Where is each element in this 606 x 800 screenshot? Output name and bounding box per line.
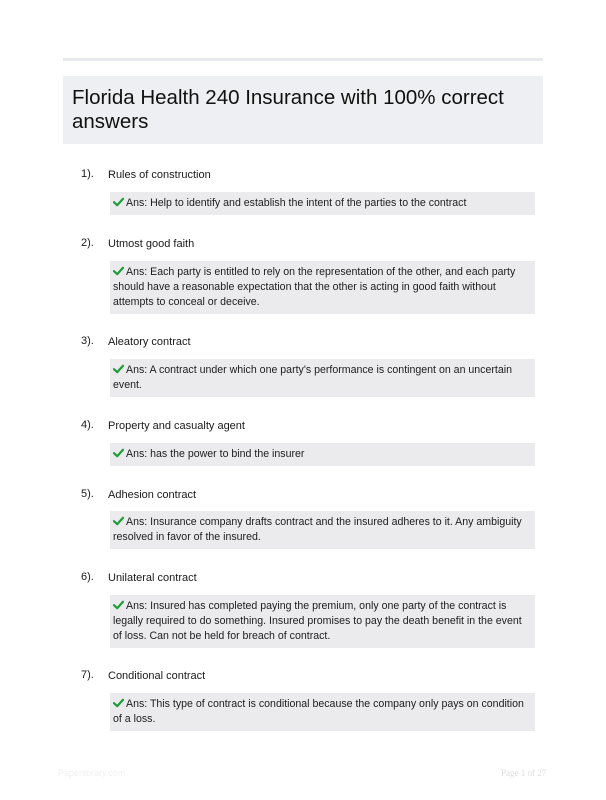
top-divider [63,58,543,61]
question-text: Utmost good faith [108,238,195,250]
answer-box [110,511,535,549]
question-text: Aleatory contract [108,336,191,348]
question-number: 6). [81,571,94,583]
question-number: 3). [81,335,94,347]
answer-box [110,595,535,648]
question-number: 4). [81,419,94,431]
check-icon [113,516,124,526]
check-icon [113,448,124,458]
answer-box [110,693,535,731]
answer-text: Ans: Insurance company drafts contract and the insured adheres to it. Any ambiguity resolved in favor of the insured. [113,516,522,543]
question-text: Rules of construction [108,169,211,181]
answer-text: Ans: has the power to bind the insurer [126,448,305,460]
question-text: Conditional contract [108,670,206,682]
page-title: Florida Health 240 Insurance with 100% correct answers [72,86,504,133]
question-text: Adhesion contract [108,489,197,501]
answer-text: Ans: Help to identify and establish the intent of the parties to the contract [126,197,467,209]
answer-box [110,443,535,466]
question-number: 5). [81,488,94,500]
check-icon [113,266,124,276]
check-icon [113,600,124,610]
question-number: 1). [81,168,94,180]
check-icon [113,698,124,708]
title-banner [63,76,543,144]
question-text: Unilateral contract [108,572,197,584]
answer-text: Ans: This type of contract is conditional because the company only pays on condition of a loss. [113,698,524,725]
answer-box [110,192,535,215]
check-icon [113,364,124,374]
footer-watermark: Paperlibrary.com [58,768,126,778]
page-number: Page 1 of 27 [501,768,547,778]
question-number: 2). [81,237,94,249]
check-icon [113,197,124,207]
answer-box [110,359,535,397]
answer-text: Ans: Each party is entitled to rely on the representation of the other, and each party should have a reasonable expectation that the other is acting in good faith without attempts to conceal or deceive. [113,266,516,308]
question-number: 7). [81,669,94,681]
answer-text: Ans: Insured has completed paying the premium, only one party of the contract is legally required to do something. Insured promises to pay the death benefit in the event of loss. Can not be held for breach of contract. [113,600,522,642]
answer-box [110,261,535,314]
question-text: Property and casualty agent [108,420,245,432]
answer-text: Ans: A contract under which one party's performance is contingent on an uncertain event. [113,364,512,391]
